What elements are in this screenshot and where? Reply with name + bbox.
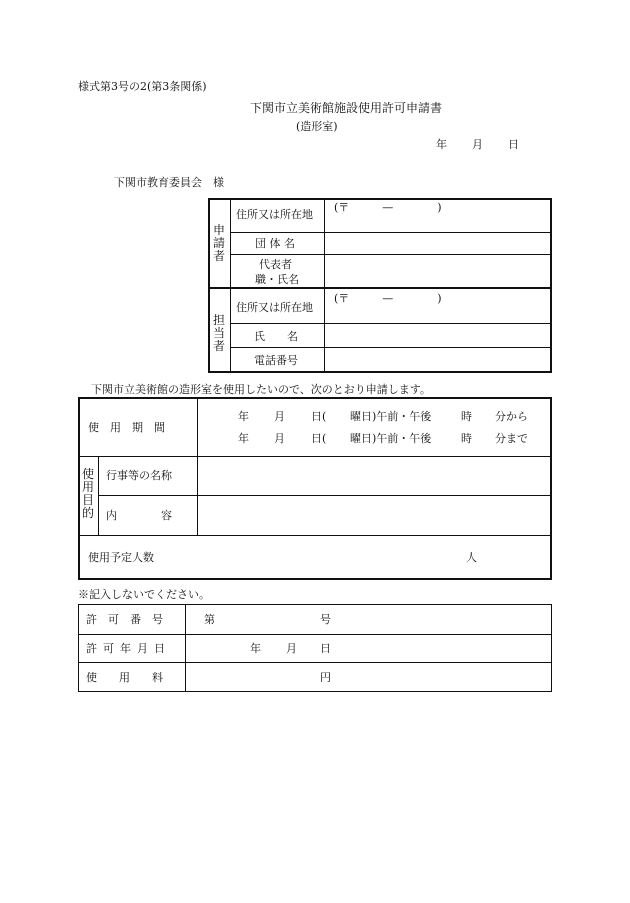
period-to-year: 年: [238, 432, 249, 445]
headcount-unit: 人: [466, 551, 477, 564]
applicant-address-label: 住所又は所在地: [236, 208, 313, 221]
applicant-group-label: 申請者: [212, 223, 225, 263]
contact-group-label: 担当者: [212, 313, 225, 353]
applicant-rep-field[interactable]: [326, 256, 550, 285]
application-statement: 下関市立美術館の造形室を使用したいので、次のとおり申請します。: [91, 383, 431, 396]
form-subtitle: (造形室): [296, 120, 338, 133]
applicant-org-label: 団 体 名: [255, 237, 295, 250]
headcount-field[interactable]: [199, 537, 550, 578]
date-month-label: 月: [472, 138, 483, 151]
content-label: 内 容: [106, 509, 172, 522]
period-to-day: 日(: [311, 432, 327, 445]
contact-postal-field[interactable]: (〒 — ): [334, 292, 442, 305]
purpose-group-label: 使用目的: [81, 467, 94, 520]
permit-date-month: 月: [286, 642, 297, 655]
contact-name-label: 氏 名: [254, 330, 298, 343]
period-to-month: 月: [274, 432, 285, 445]
permit-no-label: 許 可 番 号: [86, 613, 163, 626]
event-name-field[interactable]: [199, 458, 550, 493]
applicant-rep-label-1: 代表者: [259, 258, 292, 271]
contact-address-label: 住所又は所在地: [236, 301, 313, 314]
permit-date-day: 日: [320, 642, 331, 655]
permit-no-suffix: 号: [320, 613, 331, 626]
contact-phone-label: 電話番号: [254, 354, 298, 367]
form-title: 下関市立美術館施設使用許可申請書: [250, 101, 443, 115]
contact-name-field[interactable]: [326, 325, 550, 345]
period-to-weekday-ampm: 曜日)午前・午後: [350, 432, 432, 445]
headcount-label: 使用予定人数: [88, 551, 154, 564]
permit-date-year: 年: [250, 642, 261, 655]
applicant-org-field[interactable]: [326, 234, 550, 252]
period-from-day: 日(: [311, 410, 327, 423]
period-from-minute: 分から: [495, 410, 528, 423]
date-day-label: 日: [508, 138, 519, 151]
fee-label: 使 用 料: [86, 671, 163, 684]
period-from-hour: 時: [461, 410, 472, 423]
event-name-label: 行事等の名称: [106, 469, 172, 482]
period-label: 使 用 期 間: [88, 421, 165, 434]
form-number: 様式第3号の2(第3条関係): [78, 80, 207, 93]
period-to-minute: 分まで: [495, 432, 528, 445]
fee-unit: 円: [320, 671, 331, 684]
permit-no-prefix: 第: [204, 613, 215, 626]
applicant-rep-label-2: 職・氏名: [255, 273, 299, 286]
contact-phone-field[interactable]: [326, 349, 550, 370]
addressee: 下関市教育委員会 様: [114, 176, 224, 189]
period-from-month: 月: [274, 410, 285, 423]
date-year-label: 年: [436, 138, 447, 151]
period-to-hour: 時: [461, 432, 472, 445]
office-use-note: ※記入しないでください。: [78, 588, 210, 601]
content-field[interactable]: [199, 497, 550, 533]
period-from-year: 年: [238, 410, 249, 423]
period-from-weekday-ampm: 曜日)午前・午後: [350, 410, 432, 423]
permit-date-label: 許可年月日: [86, 642, 171, 655]
applicant-postal-field[interactable]: (〒 — ): [334, 201, 442, 214]
